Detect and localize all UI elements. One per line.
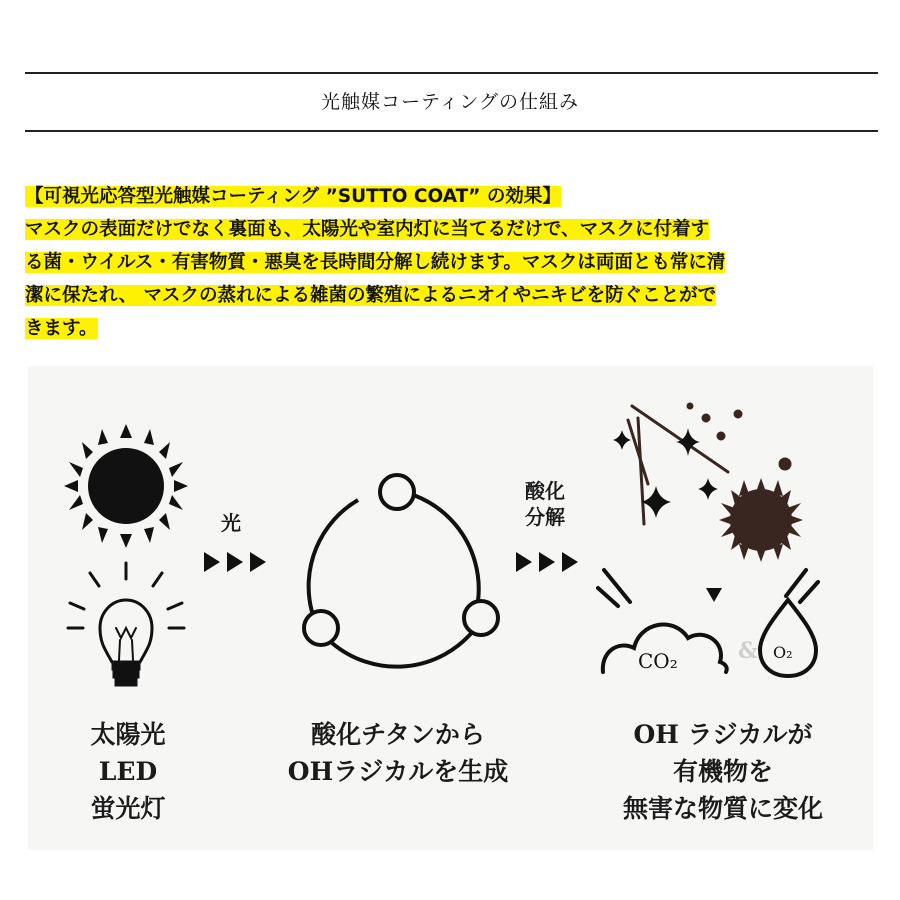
light-bulb-icon bbox=[68, 563, 184, 685]
sparkle-icon bbox=[613, 428, 718, 518]
sun-icon bbox=[64, 424, 188, 548]
description-line: 潔に保たれ、 マスクの蒸れによる雑菌の繁殖によるニオイやニキビを防ぐことがで bbox=[25, 285, 717, 306]
ampersand-label: & bbox=[738, 638, 758, 664]
bottom-divider bbox=[25, 130, 878, 132]
caption-line: 酸化チタンから bbox=[311, 720, 485, 749]
result-caption bbox=[583, 716, 863, 827]
arrow-oxidation-label bbox=[515, 478, 575, 530]
arrow-light-icon bbox=[204, 552, 266, 572]
light-source-caption bbox=[68, 716, 188, 827]
caption-line: 蛍光灯 bbox=[90, 794, 166, 823]
arrow-light-label: 光 bbox=[221, 511, 241, 535]
top-divider bbox=[25, 72, 878, 74]
photocatalyst-diagram bbox=[28, 366, 873, 850]
caption-line: 無害な物質に変化 bbox=[622, 794, 823, 823]
caption-line: 有機物を bbox=[672, 757, 773, 786]
caption-line: OH ラジカルが bbox=[633, 720, 813, 749]
bacteria-icon bbox=[719, 478, 803, 562]
o2-label: O₂ bbox=[773, 643, 793, 662]
arrow-oxidation-icon bbox=[516, 552, 578, 572]
description-line: る菌・ウイルス・有害物質・悪臭を長時間分解し続けます。マスクは両面とも常に清 bbox=[25, 252, 726, 273]
co2-label: CO₂ bbox=[638, 649, 678, 673]
arrow-oxidation-label-line2: 分解 bbox=[525, 505, 565, 529]
description-line: マスクの表面だけでなく裏面も、太陽光や室内灯に当てるだけで、マスクに付着す bbox=[25, 219, 710, 240]
description-line: きます。 bbox=[25, 318, 98, 339]
catalyst-cycle-icon bbox=[304, 475, 498, 667]
down-triangle-icon bbox=[706, 588, 722, 602]
page-title: 光触媒コーティングの仕組み bbox=[320, 91, 580, 113]
description-heading: 【可視光応答型光触媒コーティング ”SUTTO COAT” の効果】 bbox=[25, 186, 561, 207]
caption-line: LED bbox=[98, 757, 158, 786]
description-block bbox=[25, 180, 885, 345]
arrow-oxidation-label-line1: 酸化 bbox=[525, 479, 565, 503]
caption-line: OHラジカルを生成 bbox=[287, 757, 509, 786]
caption-line: 太陽光 bbox=[90, 720, 166, 749]
catalyst-caption bbox=[258, 716, 538, 790]
